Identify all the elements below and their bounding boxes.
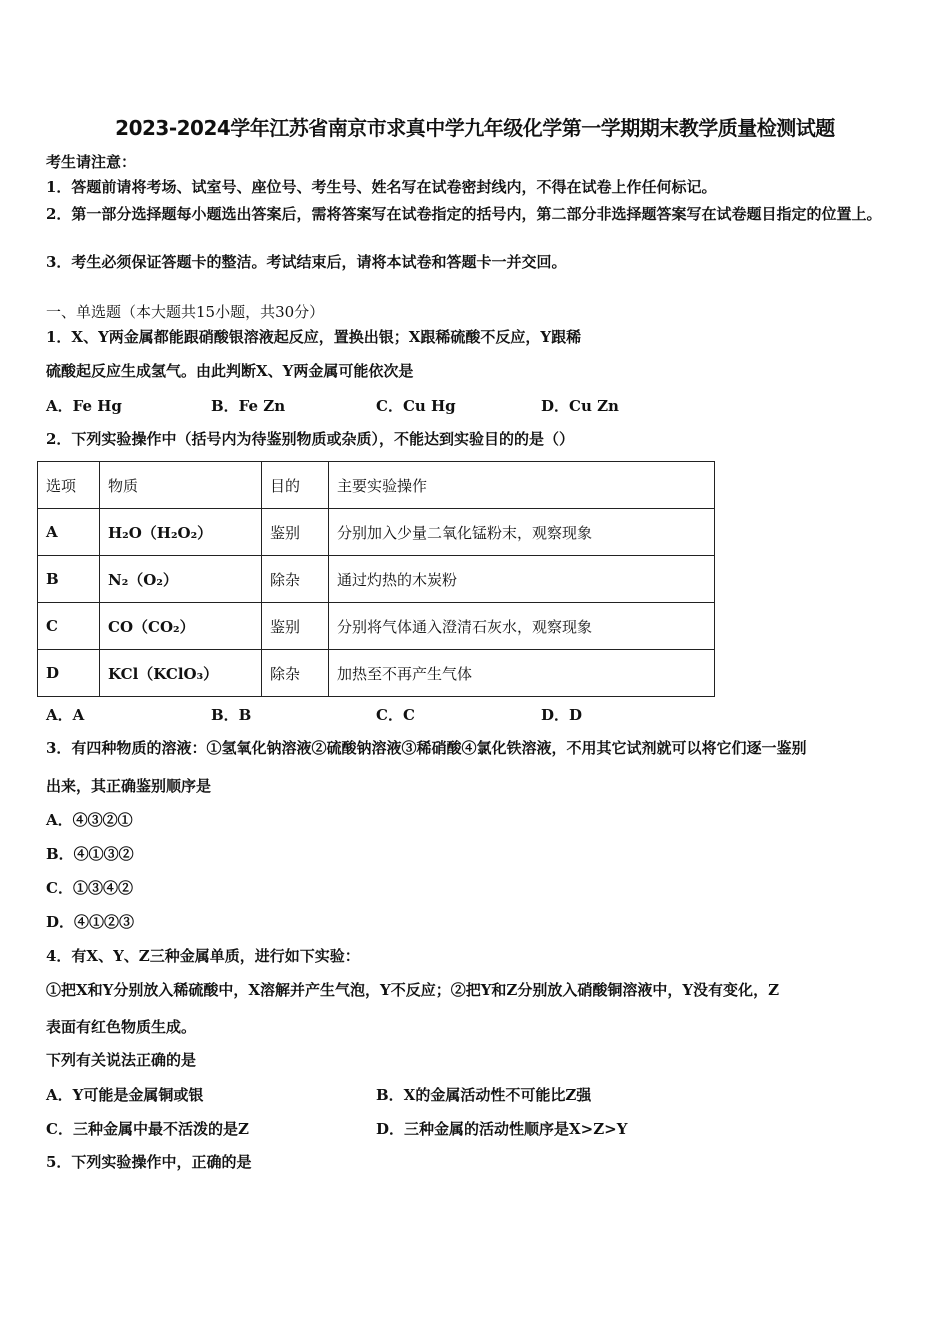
q3-option-a: A．④③②① — [46, 811, 133, 829]
q2-option-b: B．B — [211, 706, 252, 724]
notice-item-1: 1．答题前请将考场、试室号、座位号、考生号、姓名写在试卷密封线内，不得在试卷上作任何标记。 — [46, 178, 717, 196]
table-header-cell: 主要实验操作 — [329, 462, 715, 509]
q3-option-c: C．①③④② — [46, 879, 133, 897]
table-cell: 除杂 — [262, 556, 329, 603]
q4-stem-line4: 下列有关说法正确的是 — [46, 1051, 197, 1069]
q1-option-a: A．Fe Hg — [46, 397, 122, 415]
q1-stem-line1: 1．X、Y两金属都能跟硝酸银溶液起反应，置换出银；X跟稀硫酸不反应，Y跟稀 — [46, 328, 582, 346]
q3-option-b: B．④①③② — [46, 845, 134, 863]
q2-option-d: D．D — [541, 706, 583, 724]
table-row — [38, 603, 715, 650]
page-title: 2023-2024学年江苏省南京市求真中学九年级化学第一学期期末教学质量检测试题 — [115, 116, 835, 140]
q4-option-c: C．三种金属中最不活泼的是Z — [46, 1120, 249, 1138]
table-cell: 除杂 — [262, 650, 329, 697]
q4-option-a: A．Y可能是金属铜或银 — [46, 1086, 204, 1104]
q4-stem-line1: 4．有X、Y、Z三种金属单质，进行如下实验： — [46, 947, 360, 965]
table-row — [38, 509, 715, 556]
table-row — [38, 556, 715, 603]
table-cell: C — [38, 603, 100, 650]
q5-stem: 5．下列实验操作中，正确的是 — [46, 1153, 252, 1171]
notice-item-3: 3．考生必须保证答题卡的整洁。考试结束后，请将本试卷和答题卡一并交回。 — [46, 253, 567, 271]
table-cell: 鉴别 — [262, 603, 329, 650]
table-cell: CO（CO₂） — [100, 603, 262, 650]
notice-heading: 考生请注意： — [46, 153, 137, 171]
q1-option-d: D．Cu Zn — [541, 397, 619, 415]
table-cell: N₂（O₂） — [100, 556, 262, 603]
table-cell: D — [38, 650, 100, 697]
q2-option-c: C．C — [376, 706, 415, 724]
table-header-cell: 选项 — [38, 462, 100, 509]
table-cell: 分别加入少量二氧化锰粉末，观察现象 — [329, 509, 715, 556]
q1-option-c: C．Cu Hg — [376, 397, 456, 415]
q2-stem: 2．下列实验操作中（括号内为待鉴别物质或杂质），不能达到实验目的的是（） — [46, 430, 574, 448]
table-header-cell: 目的 — [262, 462, 329, 509]
q2-table — [37, 461, 715, 697]
q4-stem-line3: 表面有红色物质生成。 — [46, 1018, 197, 1036]
table-header-cell: 物质 — [100, 462, 262, 509]
section-heading: 一、单选题（本大题共15小题，共30分） — [46, 303, 325, 321]
notice-item-2: 2．第一部分选择题每小题选出答案后，需将答案写在试卷指定的括号内，第二部分非选择题答案写在试卷题目指定的位置上。 — [46, 205, 882, 223]
table-cell: 鉴别 — [262, 509, 329, 556]
table-cell: H₂O（H₂O₂） — [100, 509, 262, 556]
table-cell: 通过灼热的木炭粉 — [329, 556, 715, 603]
q1-stem-line2: 硫酸起反应生成氢气。由此判断X、Y两金属可能依次是 — [46, 362, 414, 380]
table-cell: 分别将气体通入澄清石灰水，观察现象 — [329, 603, 715, 650]
q3-stem-line1: 3．有四种物质的溶液：①氢氧化钠溶液②硫酸钠溶液③稀硝酸④氯化铁溶液，不用其它试剂就可以将它们逐一鉴别 — [46, 739, 807, 757]
table-cell: 加热至不再产生气体 — [329, 650, 715, 697]
q4-option-d: D．三种金属的活动性顺序是X>Z>Y — [376, 1120, 628, 1138]
table-header-row — [38, 462, 715, 509]
q3-stem-line2: 出来，其正确鉴别顺序是 — [46, 777, 212, 795]
table-cell: B — [38, 556, 100, 603]
table-cell: A — [38, 509, 100, 556]
q1-option-b: B．Fe Zn — [211, 397, 286, 415]
q4-stem-line2: ①把X和Y分别放入稀硫酸中，X溶解并产生气泡，Y不反应；②把Y和Z分别放入硝酸铜溶液中，Y没有变化，Z — [46, 981, 780, 999]
q4-option-b: B．X的金属活动性不可能比Z强 — [376, 1086, 592, 1104]
table-row — [38, 650, 715, 697]
table-cell: KCl（KClO₃） — [100, 650, 262, 697]
q3-option-d: D．④①②③ — [46, 913, 135, 931]
q2-option-a: A．A — [46, 706, 85, 724]
